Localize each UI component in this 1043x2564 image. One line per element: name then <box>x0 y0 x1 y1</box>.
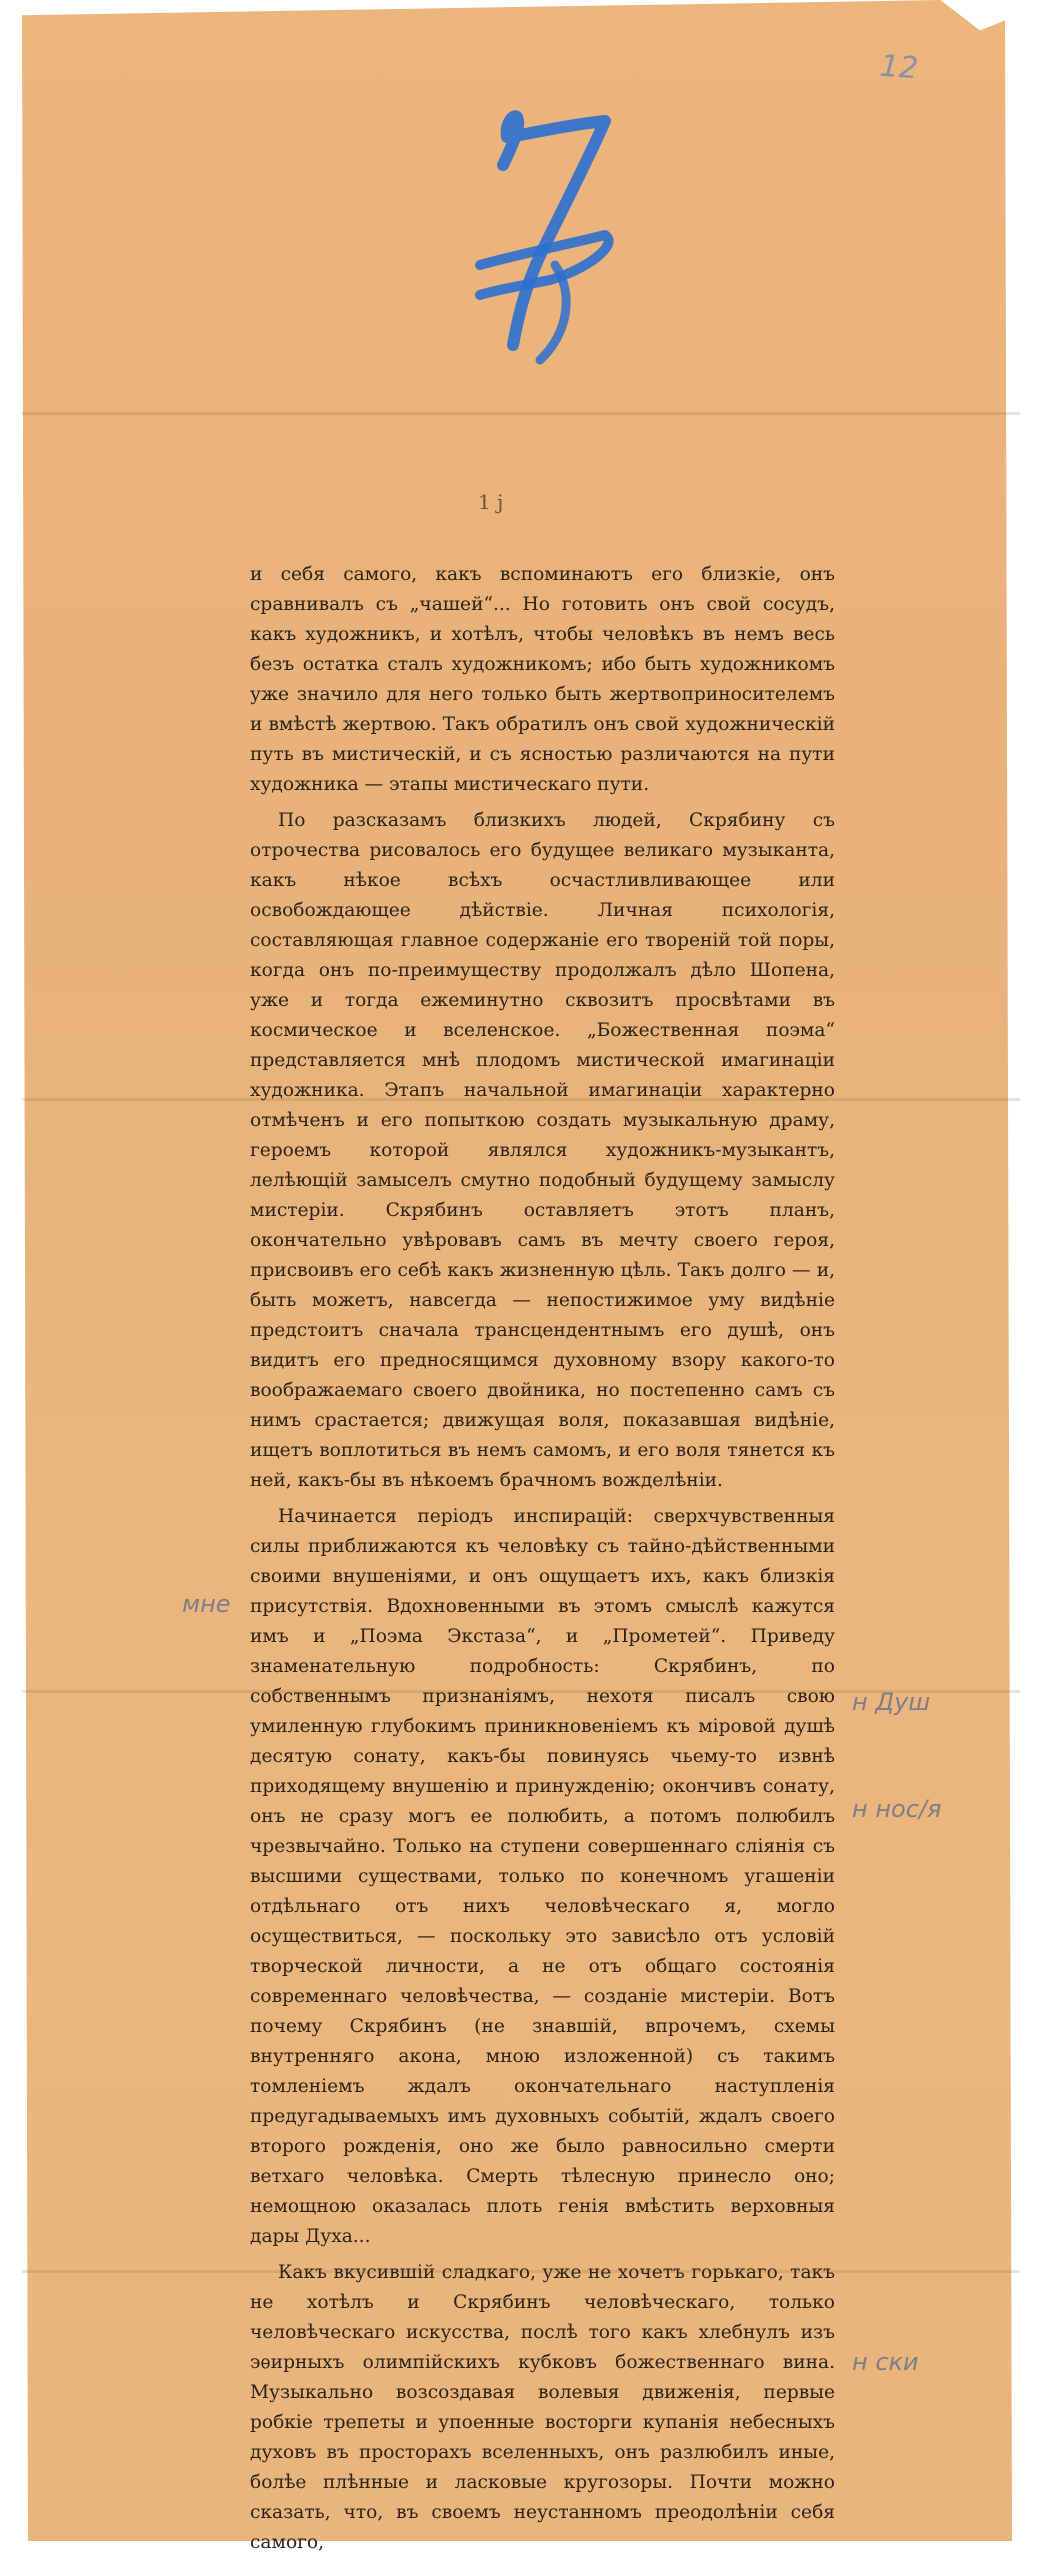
page-number: 12 <box>878 48 920 87</box>
paragraph-1: и себя самого, какъ вспоминаютъ его близкіе, онъ сравнивалъ съ „чашей“... Но готовить онъ свой сосудъ, какъ художникъ, и хотѣлъ, чтобы человѣкъ въ немъ весь безъ остатка сталъ художникомъ; ибо быть художникомъ уже значило для него только быть жертвоприносителемъ и вмѣстѣ жертвою. Такъ обратилъ онъ свой художническій путь въ мистическій, и съ ясностью различаются на пути художника — этапы мистическаго пути. <box>250 564 835 795</box>
handwritten-seven <box>455 95 655 395</box>
paper-fold <box>22 412 1020 415</box>
margin-note-left: мне <box>182 1590 231 1618</box>
paragraph-2: По разсказамъ близкихъ людей, Скрябину съ отрочества рисовалось его будущее великаго музыканта, какъ нѣкое всѣхъ осчастливливающее или освобождающее дѣйствіе. Личная психологія, составляющая главное содержаніе его твореній той поры, когда онъ по-преимуществу продолжалъ дѣло Шопена, уже и тогда ежеминутно сквозитъ просвѣтами въ космическое и вселенское. „Божественная поэма“ представляется мнѣ плодомъ мистической имагинаціи художника. Этапъ начальной имагинаціи характерно отмѣченъ и его попыткою создать музыкальную драму, героемъ которой являлся художникъ-музыкантъ, лелѣющій замыселъ смутно подобный будущему замыслу мистеріи. Скрябинъ оставляетъ этотъ планъ, окончательно увѣровавъ самъ въ мечту своего героя, присвоивъ его себѣ какъ жизненную цѣль. Такъ долго — и, быть можетъ, навсегда — непостижимое уму видѣніе предстоитъ сначала трансцендентнымъ его душѣ, онъ видитъ его предносящимся духовному взору какого-то воображаемаго своего двойника, но постепенно самъ съ нимъ срастается; движущая воля, показавшая видѣніе, ищетъ воплотиться въ немъ самомъ, и его воля тянется къ ней, какъ-бы въ нѣкоемъ брачномъ вожделѣніи. <box>250 810 835 1491</box>
margin-note-right-3: н ски <box>852 2348 919 2376</box>
body-text <box>250 560 835 2564</box>
blue-pencil-seven-icon <box>455 95 655 395</box>
paragraph-4: Какъ вкусившій сладкаго, уже не хочетъ горькаго, такъ не хотѣлъ и Скрябинъ человѣческаго, только человѣческаго искусства, послѣ того какъ хлебнулъ изъ эѳирныхъ олимпійскихъ кубковъ божественнаго вина. Музыкально возсоздавая волевыя движенія, первые робкіе трепеты и упоенные восторги купанія небесныхъ духовъ въ просторахъ вселенныхъ, онъ разлюбилъ иные, болѣе плѣнные и ласковые кругозоры. Почти можно сказать, что, въ своемъ неустанномъ преодолѣніи себя самого, <box>250 2262 835 2553</box>
paragraph-3: Начинается періодъ инспирацій: сверхчувственныя силы приближаются къ человѣку съ тайно-дѣйственными своими внушеніями, и онъ ощущаетъ ихъ, какъ близкія присутствія. Вдохновенными въ этомъ смыслѣ кажутся имъ и „Поэма Экстаза“, и „Прометей“. Приведу знаменательную подробность: Скрябинъ, по собственнымъ признаніямъ, нехотя писалъ свою умиленную глубокимъ приникновеніемъ къ міровой душѣ десятую сонату, какъ-бы повинуясь чьему-то извнѣ приходящему внушенію и принужденію; окончивъ сонату, онъ не сразу могъ ее полюбить, а потомъ полюбилъ чрезвычайно. Только на ступени совершеннаго сліянія съ высшими существами, только по конечномъ угашеніи отдѣльнаго отъ нихъ человѣческаго я, могло осуществиться, — поскольку это зависѣло отъ условій творческой личности, а не отъ общаго состоянія современнаго человѣчества, — созданіе мистеріи. Вотъ почему Скрябинъ (не знавшій, впрочемъ, схемы внутренняго акона, мною изложенной) съ такимъ томленіемъ ждалъ окончательнаго наступленія предугадываемыхъ имъ духовныхъ событій, ждалъ своего второго рожденія, оно же было равносильно смерти ветхаго человѣка. Смерть тѣлесную принесло оно; немощною оказалась плоть генія вмѣстить верховныя дары Духа... <box>250 1506 835 2247</box>
margin-note-right-1: н Душ <box>852 1688 931 1716</box>
top-mark: 1 j <box>478 490 504 514</box>
margin-note-right-2: н нос/я <box>852 1795 942 1823</box>
